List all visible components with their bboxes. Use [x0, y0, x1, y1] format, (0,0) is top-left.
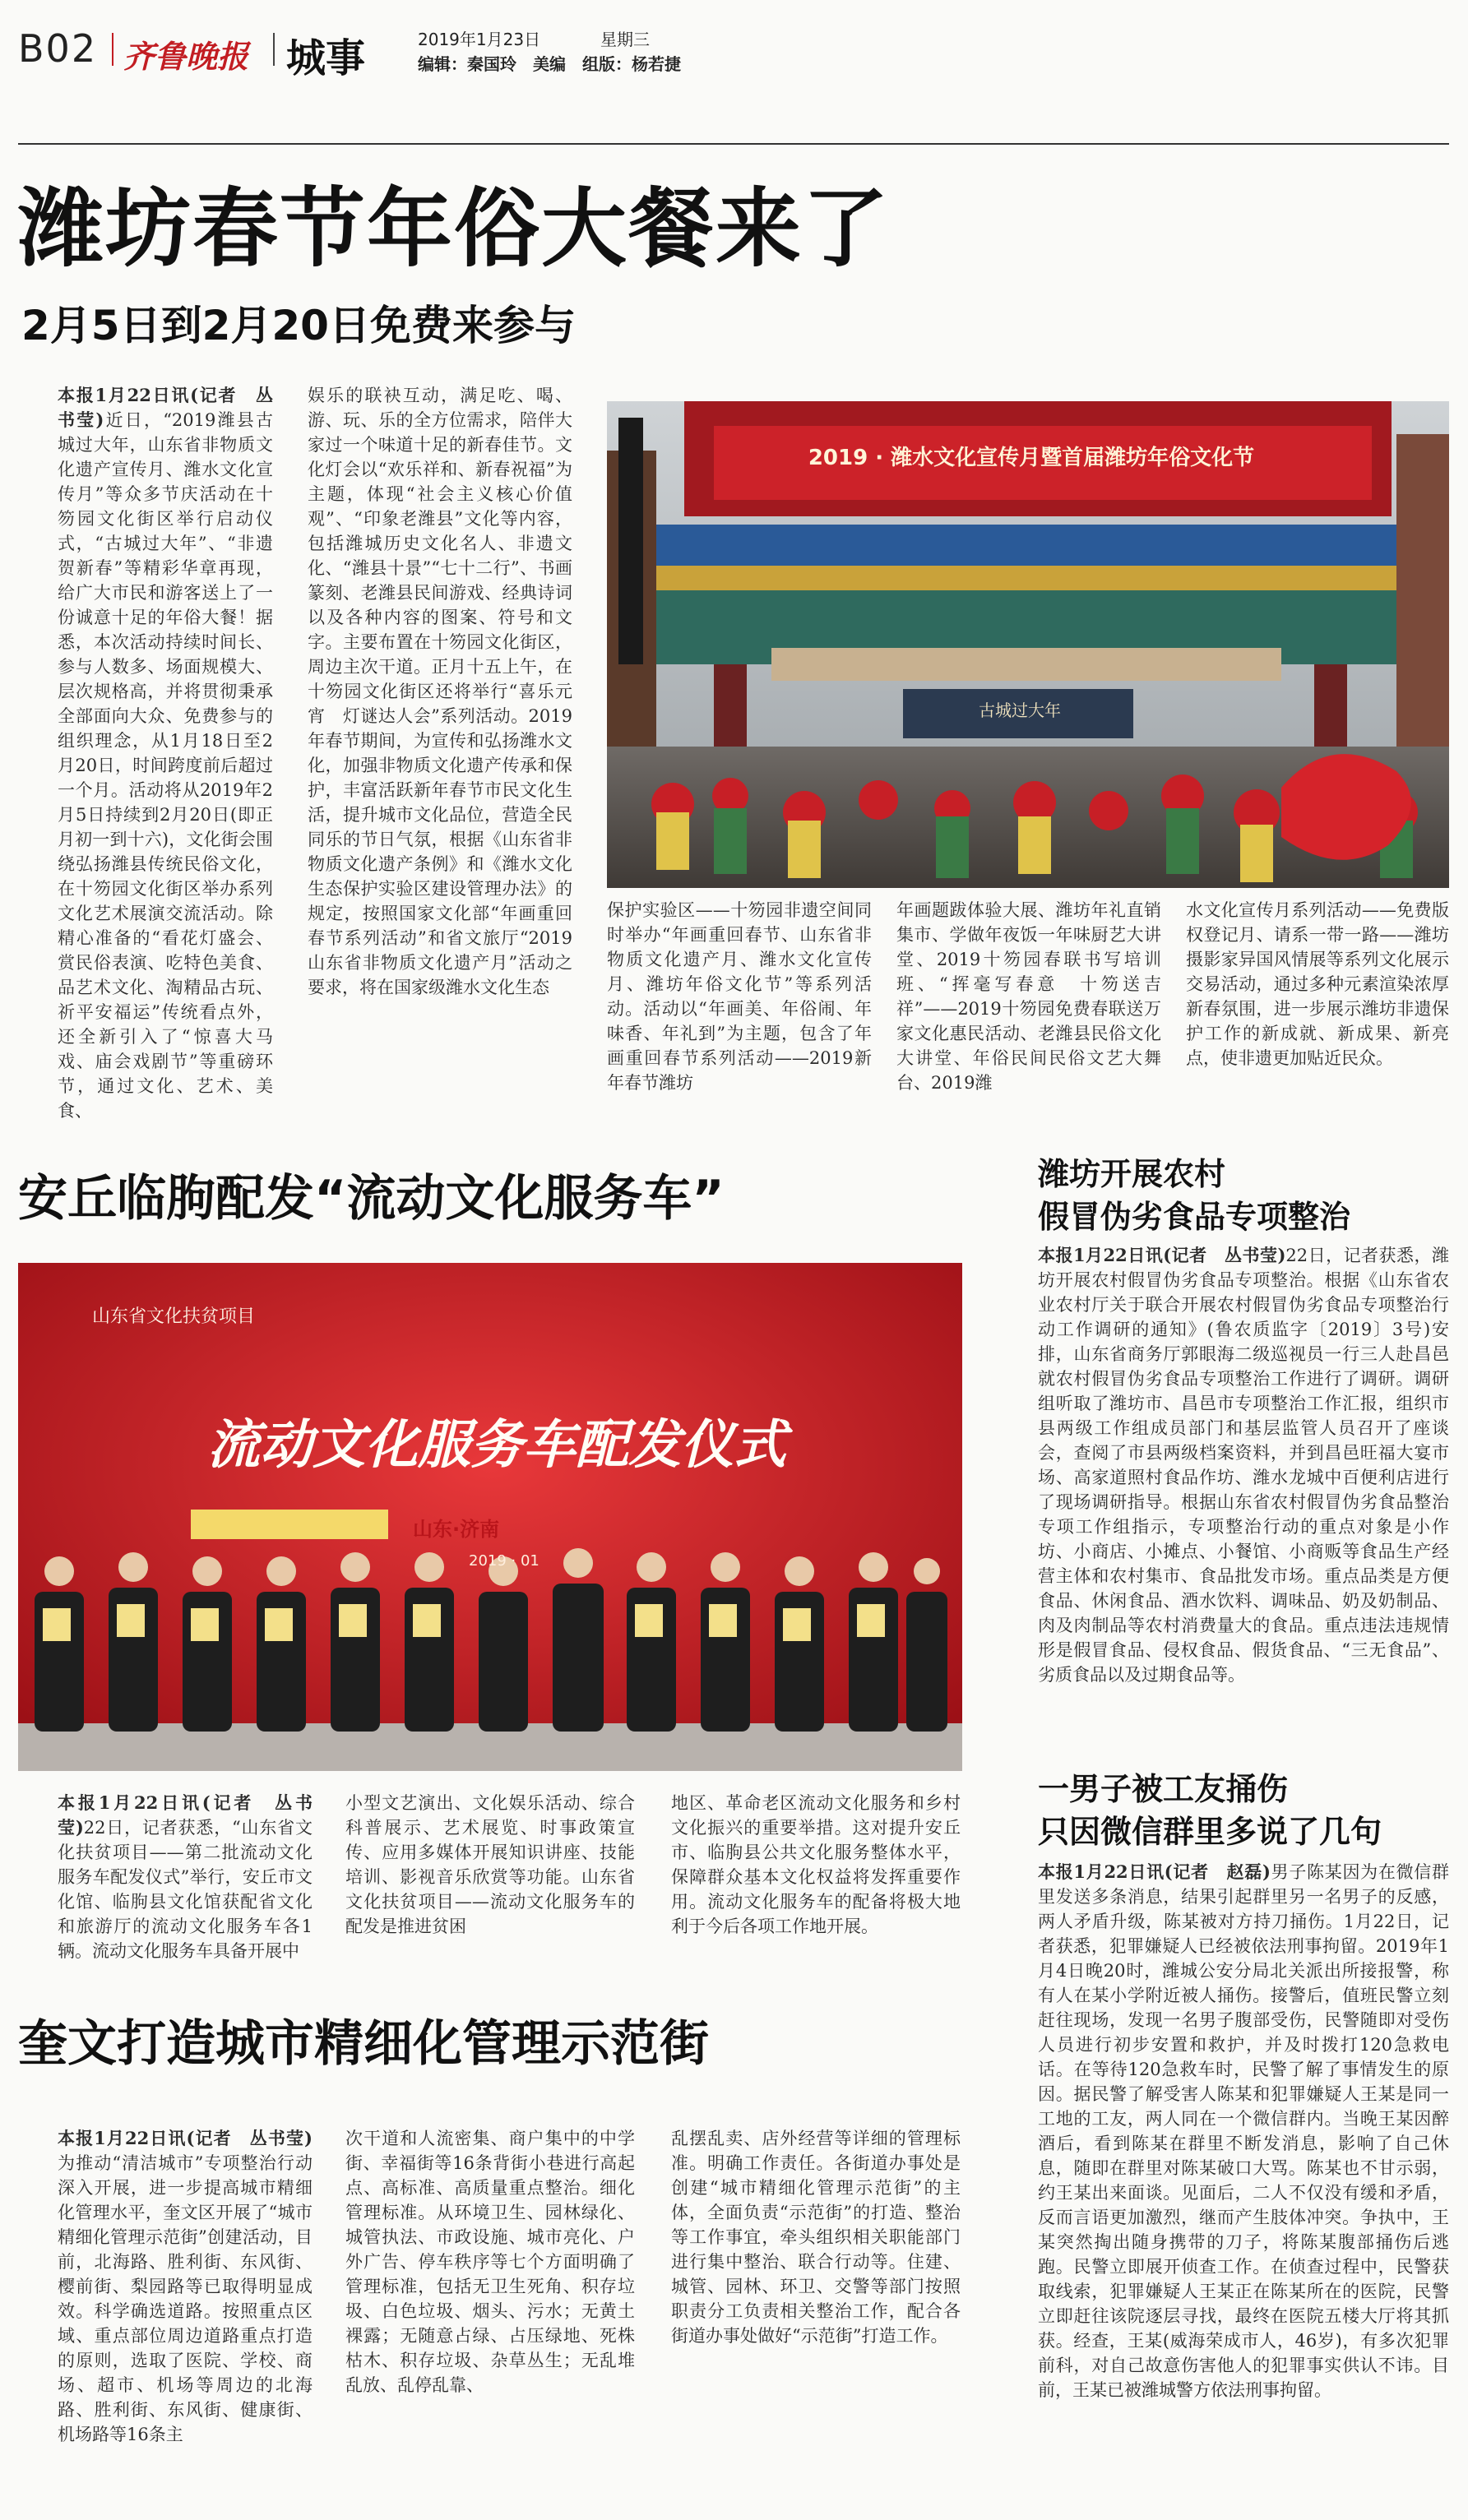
page-number: B02	[18, 26, 98, 71]
paper-logo: 齐鲁晚报	[123, 38, 249, 75]
festival-gate-sign: 古城过大年	[979, 701, 1061, 720]
festival-photo	[607, 401, 1449, 888]
article2-col1-text: 22日，记者获悉，“山东省文化扶贫项目——第二批流动文化服务车配发仪式”举行，安丘市文化馆、临朐县文化馆获配省文化和旅游厅的流动文化服务车各1辆。流动文化服务车具备开展中	[58, 1818, 313, 1961]
masthead-divider-2	[273, 33, 275, 66]
issue-date: 2019年1月23日	[418, 30, 541, 49]
editor-credits: 编辑：秦国玲 美编 组版：杨若捷	[418, 54, 681, 74]
article1-col5	[1186, 898, 1449, 1095]
article4-title-line2: 只因微信群里多说了几句	[1038, 1814, 1382, 1850]
article3-title	[1038, 1153, 1350, 1238]
masthead-divider	[112, 33, 113, 66]
article1-col3-text: 保护实验区——十笏园非遗空间同时举办“年画重回春节、山东省非物质文化遗产月、潍水文化宣传月、潍坊年俗文化节”等系列活动。活动以“年画美、年俗闹、年味香、年礼到”为主题，包含了年画重回春节系列活动——2019新年春节潍坊	[607, 900, 872, 1093]
article5-byline: 本报1月22日讯(记者 丛书莹)	[58, 2128, 313, 2148]
article2-title: 安丘临朐配发“流动文化服务车”	[18, 1170, 725, 1228]
article2-col3-text: 地区、革命老区流动文化服务和乡村文化振兴的重要举措。这对提升安丘市、临朐县公共文化服务整体水平，保障群众基本文化权益将发挥重要作用。流动文化服务车的配备将极大地利于今后各项工作地开展。	[671, 1793, 961, 1936]
article4-byline: 本报1月22日讯(记者 赵磊)	[1038, 1861, 1271, 1882]
service-car-photo	[18, 1263, 962, 1771]
article5-col2	[345, 2126, 635, 2496]
article5-col1-text: 为推动“清洁城市”专项整治行动深入开展，进一步提高城市精细化管理水平，奎文区开展了“城市精细化管理示范街”创建活动，目前，北海路、胜利街、东风街、樱前街、梨园路等已取得明显成效。科学确选道路。按照重点区域、重点部位周边道路重点打造的原则，选取了医院、学校、商场、超市、机场等周边的北海路、胜利街、东风街、健康街、机场路等16条主	[58, 2153, 313, 2444]
article3-title-line1: 潍坊开展农村	[1038, 1156, 1226, 1192]
article5-title: 奎文打造城市精细化管理示范街	[18, 2015, 709, 2073]
article2-col2	[345, 1791, 635, 1963]
article2-col2-text: 小型文艺演出、文化娱乐活动、综合科普展示、艺术展览、时事政策宣传、应用多媒体开展知识讲座、技能培训、影视音乐欣赏等功能。山东省文化扶贫项目——流动文化服务车的配发是推进贫困	[345, 1793, 635, 1936]
article1-col4-text: 年画题跋体验大展、潍坊年礼直销集市、学做年夜饭一年味厨艺大讲堂、2019十笏园春联书写培训班、“挥毫写春意 十笏送吉祥”——2019十笏园免费春联送万家文化惠民活动、老潍县民俗文化大讲堂、年俗民间民俗文艺大舞台、2019潍	[896, 900, 1161, 1093]
article4-title-line1: 一男子被工友捅伤	[1038, 1771, 1289, 1807]
article3-body-text: 22日，记者获悉，潍坊开展农村假冒伪劣食品专项整治。根据《山东省农业农村厅关于联合开展农村假冒伪劣食品专项整治行动工作调研的通知》(鲁农质监字〔2019〕3号)安排，山东省商务厅郭眼海二级巡视员一行三人赴昌邑就农村假冒伪劣食品专项整治工作进行了调研。调研组听取了潍坊市、昌邑市专项整治工作汇报，组织市县两级工作组成员部门和基层监管人员召开了座谈会，查阅了市县两级档案资料，并到昌邑旺福大宴市场、高家道照村食品作坊、潍水龙城中百便利店进行了现场调研指导。根据山东省农村假冒伪劣食品整治专项工作组指示，专项整治行动的重点对象是小作坊、小商店、小摊点、小餐馆、小商贩等食品生产经营主体和农村集市、食品批发市场。重点品类是方便食品、休闲食品、酒水饮料、调味品、奶及奶制品、肉及肉制品等农村消费量大的食品。重点违法违规情形是假冒食品、侵权食品、假货食品、“三无食品”、劣质食品以及过期食品等。	[1038, 1246, 1449, 1685]
article5-col1	[58, 2126, 313, 2496]
article3-title-line2: 假冒伪劣食品专项整治	[1038, 1199, 1351, 1235]
article5-col2-text: 次干道和人流密集、商户集中的中学街、幸福街等16条背街小巷进行高起点、高标准、高质量重点整治。细化管理标准。从环境卫生、园林绿化、城管执法、市政设施、城市亮化、户外广告、停车秩序等七个方面明确了管理标准，包括无卫生死角、积存垃圾、白色垃圾、烟头、污水；无黄土裸露；无随意占绿、占压绿地、死株枯木、积存垃圾、杂草丛生；无乱堆乱放、乱停乱靠、	[345, 2129, 635, 2395]
article5-col3-text: 乱摆乱卖、店外经营等详细的管理标准。明确工作责任。各街道办事处是创建“城市精细化管理示范街”的主体，全面负责“示范街”的打造、整治等工作事宜，牵头组织相关职能部门进行集中整治、联合行动等。住建、城管、园林、环卫、交警等部门按照职责分工负责相关整治工作，配合各街道办事处做好“示范街”打造工作。	[671, 2129, 961, 2346]
masthead-rule	[18, 143, 1449, 145]
article1-col2-text: 娱乐的联袂互动，满足吃、喝、游、玩、乐的全方位需求，陪伴大家过一个味道十足的新春佳节。文化灯会以“欢乐祥和、新春祝福”为主题，体现“社会主义核心价值观”、“印象老潍县”文化等内容，包括潍城历史文化名人、非遗文化、“潍县十景”“七十二行”、书画篆刻、老潍县民间游戏、经典诗词以及各种内容的图案、符号和文字。主要布置在十笏园文化街区，周边主次干道。正月十五上午，在十笏园文化街区还将举行“喜乐元宵 灯谜达人会”系列活动。2019年春节期间，为宣传和弘扬潍水文化，加强非物质文化遗产传承和保护，丰富活跃新年春节市民文化生活，提升城市文化品位，营造全民同乐的节日气氛，根据《山东省非物质文化遗产条例》和《潍水文化生态保护实验区建设管理办法》的规定，按照国家文化部“年画重回春节系列活动”和省文旅厅“2019山东省非物质文化遗产月”活动之要求，将在国家级潍水文化生态	[308, 386, 572, 997]
masthead	[18, 23, 1449, 81]
article1-title: 潍坊春节年俗大餐来了	[18, 178, 891, 279]
article4-body	[1038, 1860, 1449, 2498]
issue-weekday: 星期三	[600, 30, 650, 49]
article1-col2	[308, 383, 572, 1107]
article1-col4	[896, 898, 1161, 1095]
festival-banner-text: 2019 · 潍水文化宣传月暨首届潍坊年俗文化节	[808, 446, 1255, 470]
article2-col3	[671, 1791, 961, 1963]
article3-body	[1038, 1243, 1449, 1743]
service-car-date: 2019 · 01	[469, 1552, 540, 1570]
festival-photo-image	[607, 401, 1449, 888]
service-car-project-label: 山东省文化扶贫项目	[92, 1306, 256, 1327]
service-car-ceremony-banner: 流动文化服务车配发仪式	[207, 1415, 786, 1476]
article2-byline: 本报1月22日讯(记者 丛书莹)	[58, 1792, 313, 1838]
article4-body-text: 男子陈某因为在微信群里发送多条消息，结果引起群里另一名男子的反感，两人矛盾升级，陈某被对方持刀捅伤。1月22日，记者获悉，犯罪嫌疑人已经被依法刑事拘留。2019年1月4日晚20时，潍城公安分局北关派出所接报警，称有人在某小学附近被人捅伤。接警后，值班民警立刻赶往现场，发现一名男子腹部受伤，民警随即对受伤人员进行初步安置和救护，并及时拨打120急救电话。在等待120急救车时，民警了解了事情发生的原因。据民警了解受害人陈某和犯罪嫌疑人王某是同一工地的工友，两人同在一个微信群内。当晚王某因醉酒后，看到陈某在群里不断发消息，影响了自己休息，随即在群里对陈某破口大骂。陈某也不甘示弱，约王某出来面谈。见面后，二人不仅没有缓和矛盾，反而言语更加激烈，继而产生肢体冲突。争执中，王某突然掏出随身携带的刀子，将陈某腹部捅伤后逃跑。民警立即展开侦查工作。在侦查过程中，民警获取线索，犯罪嫌疑人王某正在陈某所在的医院，民警立即赶往该院逐层寻找，最终在医院五楼大厅将其抓获。经查，王某(威海荣成市人，46岁)，有多次犯罪前科，对自己故意伤害他人的犯罪事实供认不讳。目前，王某已被潍城警方依法刑事拘留。	[1038, 1862, 1449, 2400]
article1-byline: 本报1月22日讯(记者 丛书莹)	[58, 385, 273, 430]
article5-col3	[671, 2126, 961, 2496]
article2-col1	[58, 1791, 313, 1963]
service-car-location: 山东·济南	[413, 1518, 500, 1541]
article1-col1	[58, 383, 273, 1121]
article1-col3	[607, 898, 872, 1095]
article4-title	[1038, 1768, 1382, 1853]
article1-subtitle: 2月5日到2月20日免费来参与	[21, 302, 576, 349]
article1-col5-text: 水文化宣传月系列活动——免费版权登记月、请系一带一路——潍坊摄影家异国风情展等系列文化展示交易活动，通过多种元素渲染浓厚新春氛围，进一步展示潍坊非遗保护工作的新成就、新成果、新亮点，使非遗更加贴近民众。	[1186, 900, 1449, 1068]
section-name: 城事	[286, 35, 366, 81]
article3-byline: 本报1月22日讯(记者 丛书莹)	[1038, 1245, 1286, 1265]
article1-col1-text: 近日，“2019潍县古城过大年，山东省非物质文化遗产宣传月、潍水文化宣传月”等众多节庆活动在十笏园文化街区举行启动仪式，“古城过大年”、“非遗贺新春”等精彩华章再现，给广大市民和游客送上了一份诚意十足的年俗大餐！据悉，本次活动持续时间长、参与人数多、场面规模大、层次规格高，并将贯彻秉承全部面向大众、免费参与的组织理念，从1月18日至2月20日，时间跨度前后超过一个月。活动将从2019年2月5日持续到2月20日(即正月初一到十六)，文化街会围绕弘扬潍县传统民俗文化，在十笏园文化街区举办系列文化艺术展演交流活动。除精心准备的“看花灯盛会、赏民俗表演、吃特色美食、品艺术文化、淘精品古玩、祈平安福运”传统看点外，还全新引入了“惊喜大马戏、庙会戏剧节”等重磅环节，通过文化、艺术、美食、	[58, 410, 273, 1121]
